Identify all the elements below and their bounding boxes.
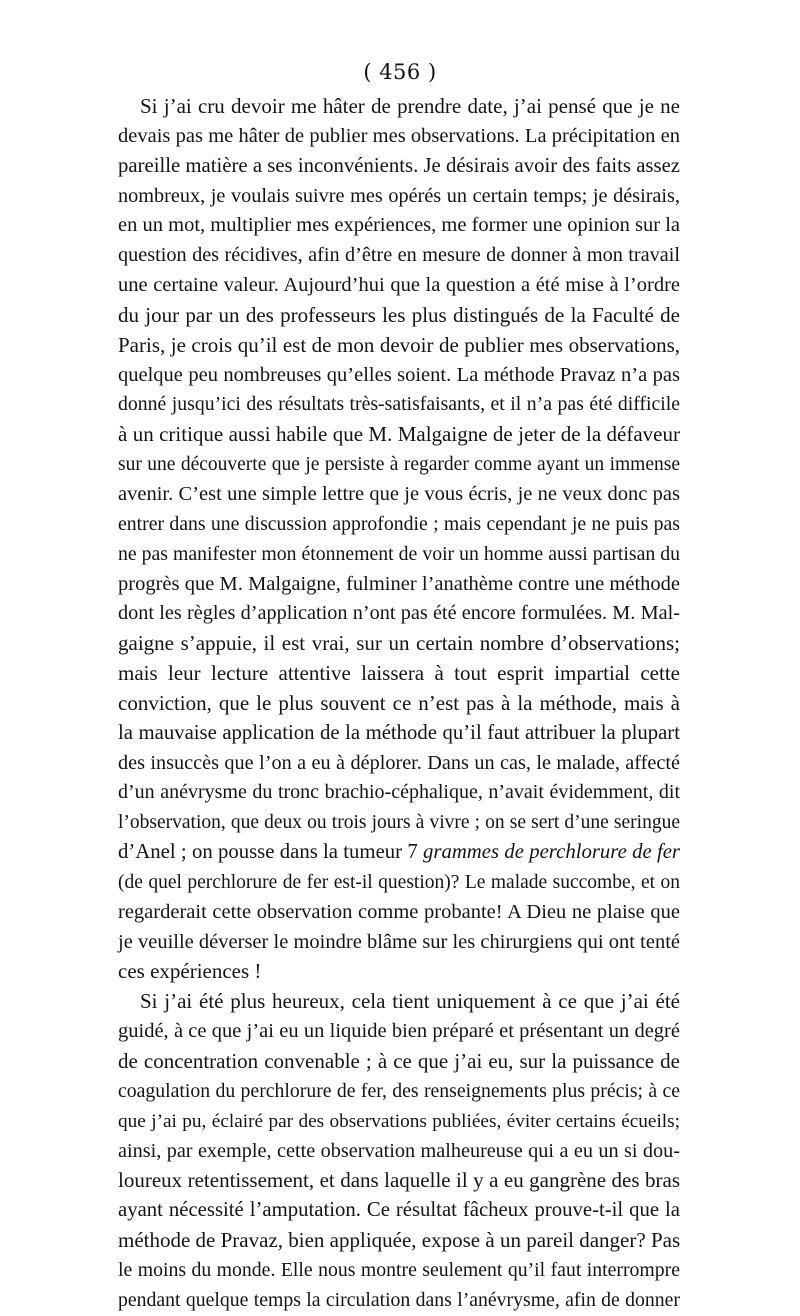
text-line-content: nombreux, je voulais suivre mes opérés un certain temps; je désirais, (118, 184, 680, 207)
text-line (118, 838, 680, 868)
text-line-content: question des récidives, afin d’être en mesure de donner à mon travail (118, 244, 680, 267)
text-line-content: pendant quelque temps la circulation dans l’anévrysme, afin de donner (118, 1288, 680, 1311)
text-line (118, 1226, 680, 1256)
text-line (118, 868, 680, 898)
text-line-content: sur une découverte que je persiste à regarder comme ayant un immense (118, 454, 680, 476)
text-line-content: dont les règles d’application n’ont pas été encore formulées. M. Mal- (118, 602, 680, 625)
text-line (118, 122, 680, 152)
text-line (118, 182, 680, 212)
text-line-content: gaigne s’appuie, il est vrai, sur un certain nombre d’observations; (118, 631, 680, 656)
text-line-content: conviction, que le plus souvent ce n’est pas à la méthode, mais à (118, 690, 680, 715)
text-line-content: des insuccès que l’on a eu à déplorer. Dans un cas, le malade, affecté (118, 751, 680, 774)
text-line (118, 420, 680, 450)
text-line-content: d’un anévrysme du tronc brachio-céphalique, n’avait évidemment, dit (118, 781, 680, 804)
text-line-content: avenir. C’est une simple lettre que je vous écris, je ne veux donc pas (118, 482, 680, 505)
text-line (118, 331, 680, 361)
text-line (118, 778, 680, 808)
text-line (118, 957, 680, 987)
text-line-content: ne pas manifester mon étonnement de voir un homme aussi partisan du (118, 542, 680, 565)
text-line-content: ainsi, par exemple, cette observation malheureuse qui a eu un si dou- (118, 1139, 680, 1162)
text-line-content: pareille matière a ses inconvénients. Je désirais avoir des faits assez (118, 154, 680, 177)
text-line (118, 898, 680, 928)
text-line-content: mais leur lecture attentive laissera à tout esprit impartial cette (118, 661, 680, 686)
text-line (118, 599, 680, 629)
text-line-content: ces expériences ! (118, 959, 262, 984)
text-line (118, 749, 680, 779)
text-line (118, 361, 680, 391)
text-line (118, 1047, 680, 1077)
text-line (118, 1286, 680, 1316)
text-line (118, 808, 680, 838)
text-line (118, 450, 680, 480)
text-line-content: la mauvaise application de la méthode qu’il faut attribuer la plupart (118, 721, 680, 744)
text-line-content: je veuille déverser le moindre blâme sur les chirurgiens qui ont tenté (118, 930, 680, 953)
text-line-content: ayant nécessité l’amputation. Ce résultat fâcheux prouve-t-il que la (118, 1199, 680, 1222)
text-line-content: coagulation du perchlorure de fer, des renseignements plus précis; à ce (118, 1079, 680, 1102)
text-line-content: à un critique aussi habile que M. Malgaigne de jeter de la défaveur (118, 422, 680, 447)
text-line (118, 1107, 680, 1137)
body-text (118, 92, 680, 1316)
text-line-content: Si j’ai cru devoir me hâter de prendre date, j’ai pensé que je ne (140, 94, 680, 118)
text-line-content: guidé, à ce que j’ai eu un liquide bien préparé et présentant un degré (118, 1020, 680, 1043)
text-line (118, 987, 680, 1017)
text-line (118, 510, 680, 540)
page-number: ( 456 ) (363, 60, 437, 84)
text-line (118, 570, 680, 600)
text-line-content: que j’ai pu, éclairé par des observations publiées, éviter certains écueils; (118, 1110, 680, 1132)
text-line (118, 1137, 680, 1167)
text-line (118, 629, 680, 659)
text-line-content: en un mot, multiplier mes expériences, me former une opinion sur la (118, 214, 680, 237)
text-line-content: méthode de Pravaz, bien appliquée, expose à un pareil danger? Pas (118, 1228, 681, 1253)
text-line-content: quelque peu nombreuses qu’elles soient. La méthode Pravaz n’a pas (118, 363, 680, 386)
text-line (118, 689, 680, 719)
text-line (118, 540, 680, 570)
text-line-content: de concentration convenable ; à ce que j’ai eu, sur la puissance de (118, 1049, 680, 1073)
italic-phrase: grammes de perchlorure de fer (423, 841, 680, 864)
text-line (118, 92, 680, 122)
text-line-content: du jour par un des professeurs les plus distingués de la Faculté de (118, 302, 680, 327)
text-line-content: l’observation, que deux ou trois jours à vivre ; on se sert d’une seringue (118, 812, 680, 834)
text-line-content: devais pas me hâter de publier mes observations. La précipitation en (118, 124, 680, 147)
text-line (118, 1017, 680, 1047)
text-line (118, 1196, 680, 1226)
text-line (118, 1166, 680, 1196)
text-line (118, 659, 680, 689)
text-line (118, 152, 680, 182)
text-line (118, 301, 680, 331)
text-line (118, 1256, 680, 1286)
text-line-content: (de quel perchlorure de fer est-il question)? Le malade succombe, et on (118, 871, 680, 893)
text-line (118, 928, 680, 958)
text-line-content: une certaine valeur. Aujourd’hui que la question a été mise à l’ordre (118, 274, 680, 297)
text-line-content: progrès que M. Malgaigne, fulminer l’anathème contre une méthode (118, 572, 680, 595)
text-line (118, 390, 680, 420)
text-line-content: entrer dans une discussion approfondie ; mais cependant je ne puis pas (118, 512, 680, 535)
text-line-content: donné jusqu’ici des résultats très-satisfaisants, et il n’a pas été difficile (118, 393, 680, 416)
text-line-content: d’Anel ; on pousse dans la tumeur 7 (118, 841, 423, 864)
text-line-content: Paris, je crois qu’il est de mon devoir de publier mes observations, (118, 332, 680, 357)
text-line-content: regarderait cette observation comme probante! A Dieu ne plaise que (118, 900, 680, 923)
text-line (118, 719, 680, 749)
text-line-content: loureux retentissement, et dans laquelle il y a eu gangrène des bras (118, 1168, 680, 1193)
text-line (118, 211, 680, 241)
text-line (118, 271, 680, 301)
text-line (118, 241, 680, 271)
text-line (118, 1077, 680, 1107)
text-line-content: Si j’ai été plus heureux, cela tient uniquement à ce que j’ai été (140, 989, 680, 1014)
text-line-content: le moins du monde. Elle nous montre seulement qu’il faut interrompre (118, 1258, 680, 1281)
text-line (118, 480, 680, 510)
